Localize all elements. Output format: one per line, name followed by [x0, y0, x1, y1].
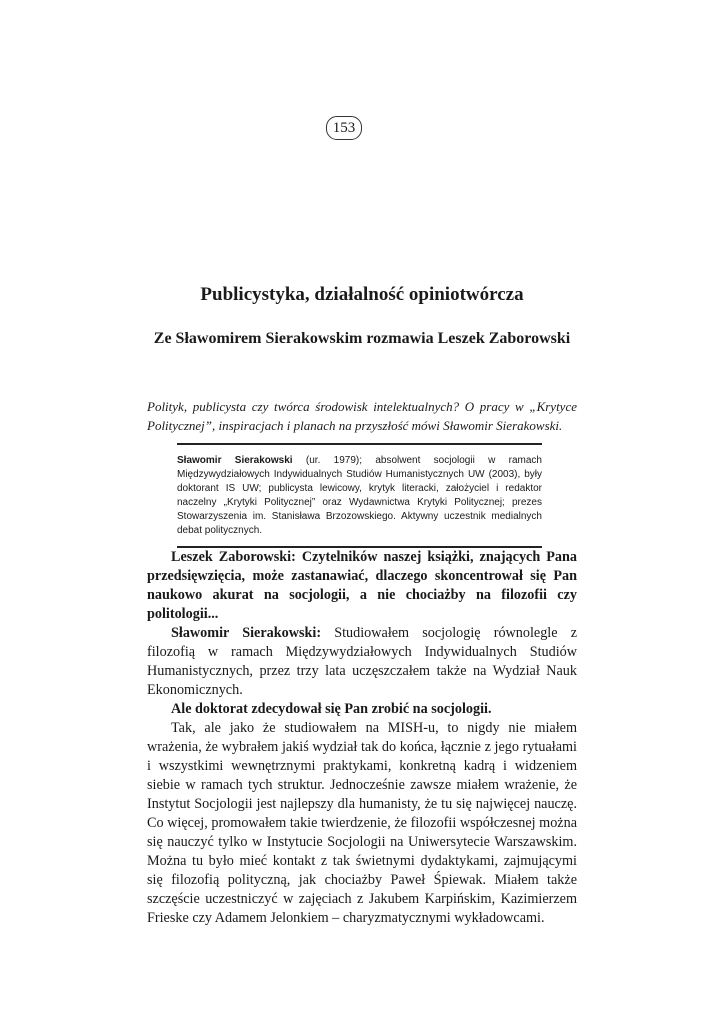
bio-box: [177, 443, 542, 548]
lead-paragraph: Polityk, publicysta czy twórca środowisk intelektualnych? O pracy w „Krytyce Politycznej”, inspiracjach i planach na przyszłość mówi Sławomir Sierakowski.: [147, 399, 577, 433]
page-number: 153: [326, 116, 362, 140]
interview-body: [147, 548, 577, 928]
question-1: Leszek Zaborowski: Czytelników naszej książki, znających Pana przedsięwzięcia, może zastanawiać, dlaczego skoncentrował się Pan naukowo akurat na socjologii, a nie chociażby na filozofii czy politologii...: [147, 549, 577, 622]
bio-name: Sławomir Sierakowski: [177, 455, 293, 466]
bio-text: (ur. 1979); absolwent socjologii w ramach Międzywydziałowych Indywidualnych Studiów Humanistycznych UW (2003), były doktorant IS UW; publicysta lewicowy, krytyk literacki, założyciel i redaktor naczelny „Krytyki Politycznej” oraz Wydawnictwa Krytyki Politycznej; prezes Stowarzyszenia im. Stanisława Brzozowskiego. Aktywny uczestnik medialnych debat politycznych.: [177, 455, 542, 536]
answer-1-speaker: Sławomir Sierakowski:: [171, 625, 322, 641]
article-subtitle: Ze Sławomirem Sierakowskim rozmawia Leszek Zaborowski: [153, 330, 571, 347]
bio-paragraph: [177, 454, 542, 538]
answer-1-text: Studiowałem socjologię równolegle z filozofią w ramach Międzywydziałowych Indywidualnych Studiów Humanistycznych, przez trzy lata uczęszczałem także na Wydział Nauk Ekonomicznych.: [147, 625, 577, 698]
answer-2: Tak, ale jako że studiowałem na MISH-u, to nigdy nie miałem wrażenia, że wybrałem jakiś wydział tak do końca, łącznie z jego rytuałami i wszystkimi wewnętrznymi praktykami, konkretną kadrą i widzeniem siebie w ramach tych struktur. Jednocześnie zawsze miałem wrażenie, że Instytut Socjologii jest najlepszy dla humanisty, że tu się najwięcej nauczę. Co więcej, promowałem takie twierdzenie, że filozofii współczesnej można się nauczyć tylko w Instytucie Socjologii na Uniwersytecie Warszawskim. Można tu było mieć kontakt z tak świetnymi dydaktykami, zajmującymi się filozofią polityczną, jak chociażby Paweł Śpiewak. Miałem także szczęście uczestniczyć w zajęciach z Jakubem Karpińskim, Kazimierzem Frieske czy Adamem Jelonkiem – charyzmatycznymi wykładowcami.: [147, 720, 577, 926]
question-2: Ale doktorat zdecydował się Pan zrobić na socjologii.: [171, 701, 492, 717]
answer-1: [147, 624, 577, 700]
article-title: Publicystyka, działalność opiniotwórcza: [200, 284, 524, 305]
